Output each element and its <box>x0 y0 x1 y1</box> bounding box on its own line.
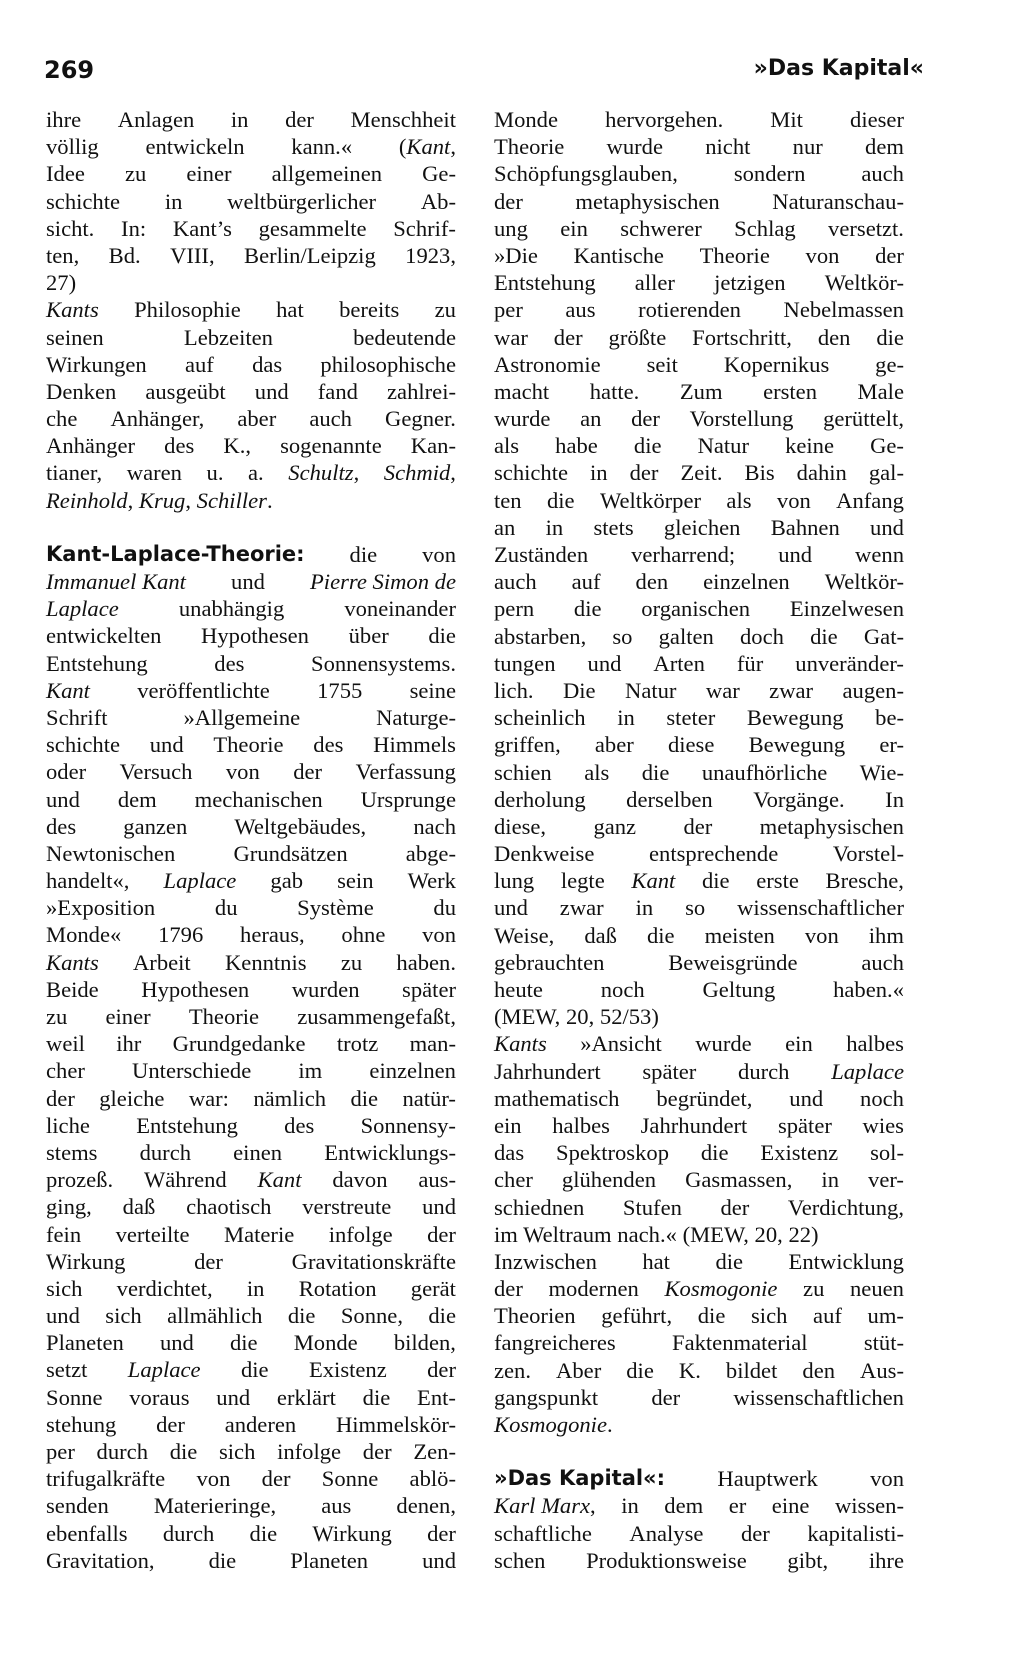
text-line: diese, ganz der metaphysischen <box>494 813 904 839</box>
text-line: Kants »Ansicht wurde ein halbes <box>494 1031 904 1057</box>
text-line: gangspunkt der wissenschaftlichen <box>494 1384 904 1410</box>
text-line: Wirkungen auf das philosophische <box>46 351 456 377</box>
text-line: Kant-Laplace-Theorie: die von <box>46 541 456 567</box>
page-header <box>44 56 924 90</box>
left-column <box>46 106 456 1574</box>
text-line: völlig entwickeln kann.« (Kant, <box>46 134 456 160</box>
text-line: che Anhänger, aber auch Gegner. <box>46 406 456 432</box>
text-line: ten, Bd. VIII, Berlin/Leipzig 1923, <box>46 242 456 268</box>
text-line: ein halbes Jahrhundert später wies <box>494 1112 904 1138</box>
text-line: ten die Weltkörper als von Anfang <box>494 487 904 513</box>
text-line: Schrift »Allgemeine Naturge- <box>46 704 456 730</box>
text-line: lich. Die Natur war zwar augen- <box>494 677 904 703</box>
text-line: per durch die sich infolge der Zen- <box>46 1439 456 1464</box>
running-head: »Das Kapital« <box>753 56 924 81</box>
text-line: Anhänger des K., sogenannte Kan- <box>46 433 456 459</box>
text-line: prozeß. Während Kant davon aus- <box>46 1167 456 1193</box>
text-line: pern die organischen Einzelwesen <box>494 596 904 622</box>
text-line: tungen und Arten für unveränder- <box>494 650 904 676</box>
text-line: Jahrhundert später durch Laplace <box>494 1058 904 1084</box>
text-line: seinen Lebzeiten bedeutende <box>46 324 456 350</box>
text-line: 27) <box>46 270 77 296</box>
text-line: Inzwischen hat die Entwicklung <box>494 1248 904 1274</box>
text-line: mathematisch begründet, und noch <box>494 1085 904 1111</box>
text-line: zu einer Theorie zusammengefaßt, <box>46 1004 456 1029</box>
text-line: handelt«, Laplace gab sein Werk <box>46 868 456 894</box>
text-line: der metaphysischen Naturanschau- <box>494 188 904 214</box>
entry-heading: »Das Kapital«: <box>494 1466 666 1491</box>
text-line: ging, daß chaotisch verstreute und <box>46 1194 456 1220</box>
text-line: tianer, waren u. a. Schultz, Schmid, <box>46 460 456 486</box>
text-line: Newtonischen Grundsätzen abge- <box>46 840 456 866</box>
text-line: oder Versuch von der Verfassung <box>46 759 456 785</box>
text-line: Kants Philosophie hat bereits zu <box>46 297 456 323</box>
text-line: cher Unterschiede im einzelnen <box>46 1058 456 1084</box>
left-continuation <box>46 106 456 514</box>
text-line: (MEW, 20, 52/53) <box>494 1004 659 1030</box>
text-line: Sonne voraus und erklärt die Ent- <box>46 1384 456 1410</box>
text-line: Immanuel Kant und Pierre Simon de <box>46 569 456 594</box>
entry-gap <box>46 514 456 541</box>
entry-heading: Kant-Laplace-Theorie: <box>46 541 305 566</box>
text-line: ihre Anlagen in der Menschheit <box>46 107 456 132</box>
text-line: schichte in weltbürgerlicher Ab- <box>46 188 456 214</box>
text-line: des ganzen Weltgebäudes, nach <box>46 813 456 839</box>
text-line: und sich allmählich die Sonne, die <box>46 1303 456 1329</box>
right-continuation <box>494 106 904 1438</box>
entry-das-kapital <box>494 1465 904 1574</box>
text-line: schaftliche Analyse der kapitalisti- <box>494 1520 904 1546</box>
text-line: und zwar in so wissenschaftlicher <box>494 895 904 921</box>
text-line: heute noch Geltung haben.« <box>494 977 904 1002</box>
text-line: auch auf den einzelnen Weltkör- <box>494 569 904 595</box>
text-line: »Exposition du Système du <box>46 895 456 921</box>
text-line: Laplace unabhängig voneinander <box>46 596 456 622</box>
text-line: scheinlich in steter Bewegung be- <box>494 705 904 731</box>
text-line: sich verdichtet, in Rotation gerät <box>46 1275 456 1301</box>
text-line: Entstehung des Sonnensystems. <box>46 650 456 676</box>
text-line: Idee zu einer allgemeinen Ge- <box>46 161 456 187</box>
text-line: Karl Marx, in dem er eine wissen- <box>494 1493 904 1519</box>
text-line: schiednen Stufen der Verdichtung, <box>494 1194 904 1220</box>
text-line: Monde hervorgehen. Mit dieser <box>494 107 904 132</box>
text-line: als habe die Natur keine Ge- <box>494 433 904 459</box>
text-line: gebrauchten Beweisgründe auch <box>494 949 904 975</box>
entry-gap <box>494 1438 904 1465</box>
text-line: Beide Hypothesen wurden später <box>46 976 456 1002</box>
text-line: stehung der anderen Himmelskör- <box>46 1411 456 1437</box>
text-line: Schöpfungsglauben, sondern auch <box>494 161 904 187</box>
text-line: weil ihr Grundgedanke trotz man- <box>46 1031 456 1057</box>
text-line: Entstehung aller jetzigen Weltkör- <box>494 270 904 296</box>
text-line: ung ein schwerer Schlag versetzt. <box>494 215 904 241</box>
text-line: im Weltraum nach.« (MEW, 20, 22) <box>494 1221 819 1247</box>
text-line: schen Produktionsweise gibt, ihre <box>494 1547 904 1573</box>
text-line: Monde« 1796 heraus, ohne von <box>46 922 456 948</box>
text-line: fein verteilte Materie infolge der <box>46 1221 456 1247</box>
text-line: abstarben, so galten doch die Gat- <box>494 623 904 649</box>
text-line: schichte und Theorie des Himmels <box>46 732 456 758</box>
text-line: per aus rotierenden Nebelmassen <box>494 297 904 323</box>
text-line: Kosmogonie. <box>494 1412 613 1437</box>
text-line: wurde an der Vorstellung gerüttelt, <box>494 406 904 432</box>
text-line: Astronomie seit Kopernikus ge- <box>494 351 904 377</box>
text-line: der gleiche war: nämlich die natür- <box>46 1085 456 1111</box>
text-line: liche Entstehung des Sonnensy- <box>46 1112 456 1138</box>
text-line: Planeten und die Monde bilden, <box>46 1330 456 1356</box>
text-line: der modernen Kosmogonie zu neuen <box>494 1276 904 1302</box>
entry-kant-laplace <box>46 541 456 1574</box>
text-line: trifugalkräfte von der Sonne ablö- <box>46 1466 456 1492</box>
text-line: ebenfalls durch die Wirkung der <box>46 1520 456 1546</box>
text-line: das Spektroskop die Existenz sol- <box>494 1140 904 1166</box>
text-line: lung legte Kant die erste Bresche, <box>494 868 904 894</box>
text-line: Denkweise entsprechende Vorstel- <box>494 841 904 867</box>
text-line: macht hatte. Zum ersten Male <box>494 378 904 404</box>
page-number: 269 <box>44 56 95 84</box>
text-line: »Die Kantische Theorie von der <box>494 242 904 268</box>
text-line: Theorien geführt, die sich auf um- <box>494 1303 904 1329</box>
text-line: »Das Kapital«: Hauptwerk von <box>494 1466 904 1492</box>
text-line: Gravitation, die Planeten und <box>46 1547 456 1573</box>
text-line: schichte in der Zeit. Bis dahin gal- <box>494 460 904 486</box>
text-line: Weise, daß die meisten von ihm <box>494 922 904 948</box>
text-line: war der größte Fortschritt, den die <box>494 324 904 350</box>
right-column <box>494 106 904 1574</box>
text-line: stems durch einen Entwicklungs- <box>46 1139 456 1165</box>
text-line: Denken ausgeübt und fand zahlrei- <box>46 378 456 404</box>
text-line: an in stets gleichen Bahnen und <box>494 514 904 540</box>
text-line: fangreicheres Faktenmaterial stüt- <box>494 1330 904 1356</box>
text-line: senden Materieringe, aus denen, <box>46 1493 456 1519</box>
text-line: und dem mechanischen Ursprunge <box>46 786 456 812</box>
text-line: Kant veröffentlichte 1755 seine <box>46 677 456 703</box>
text-line: zen. Aber die K. bildet den Aus- <box>494 1357 904 1383</box>
text-line: derholung derselben Vorgänge. In <box>494 786 904 812</box>
text-line: Theorie wurde nicht nur dem <box>494 134 904 160</box>
text-line: Reinhold, Krug, Schiller. <box>46 487 273 513</box>
text-line: cher glühenden Gasmassen, in ver- <box>494 1167 904 1193</box>
text-line: Kants Arbeit Kenntnis zu haben. <box>46 949 456 975</box>
text-line: setzt Laplace die Existenz der <box>46 1357 456 1383</box>
text-line: Wirkung der Gravitationskräfte <box>46 1248 456 1274</box>
text-line: sicht. In: Kant’s gesammelte Schrif- <box>46 215 456 241</box>
text-line: schien als die unaufhörliche Wie- <box>494 759 904 785</box>
text-line: griffen, aber diese Bewegung er- <box>494 732 904 758</box>
text-line: entwickelten Hypothesen über die <box>46 623 456 649</box>
text-line: Zuständen verharrend; und wenn <box>494 542 904 567</box>
